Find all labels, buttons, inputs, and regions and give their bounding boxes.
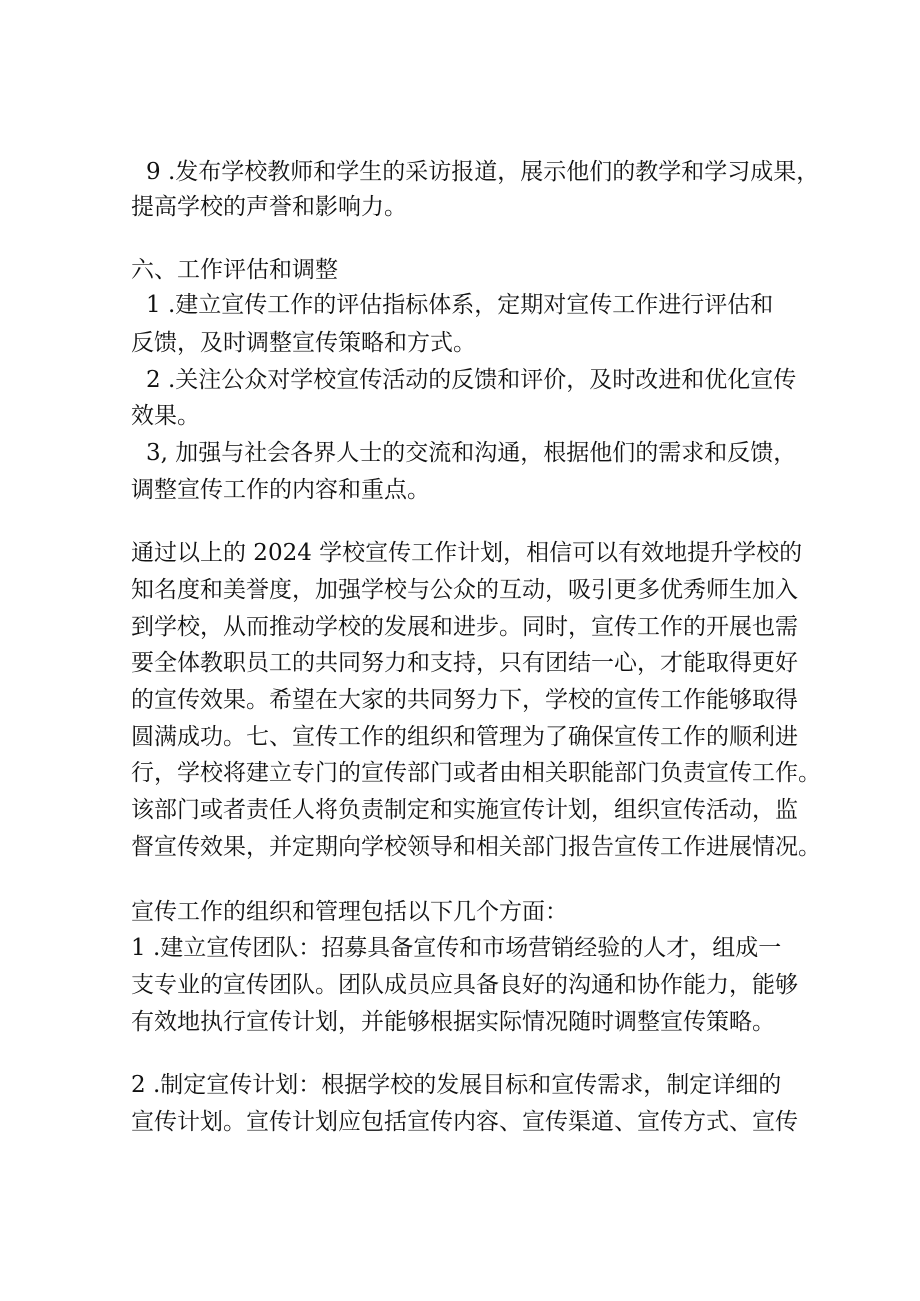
text-line: 宣传工作的组织和管理包括以下几个方面：	[131, 899, 568, 925]
text-line: 9 .发布学校教师和学生的采访报道，展示他们的教学和学习成果，	[146, 159, 820, 185]
text-line: 3, 加强与社会各界人士的交流和沟通，根据他们的需求和反馈，	[146, 440, 797, 466]
text-line: 该部门或者责任人将负责制定和实施宣传计划，组织宣传活动，监	[131, 797, 798, 823]
text-line: 要全体教职员工的共同努力和支持，只有团结一心，才能取得更好	[131, 650, 798, 676]
text-line: 1 .建立宣传工作的评估指标体系，定期对宣传工作进行评估和	[146, 292, 774, 318]
section-heading: 六、工作评估和调整	[131, 257, 338, 283]
text-line: 知名度和美誉度，加强学校与公众的互动，吸引更多优秀师生加入	[131, 577, 798, 603]
text-line: 2 .关注公众对学校宣传活动的反馈和评价，及时改进和优化宣传	[146, 367, 797, 393]
text-line: 到学校，从而推动学校的发展和进步。同时，宣传工作的开展也需	[131, 614, 798, 640]
text-line: 支专业的宣传团队。团队成员应具备良好的沟通和协作能力，能够	[131, 972, 798, 998]
text-line: 提高学校的声誉和影响力。	[131, 194, 407, 220]
text-line: 有效地执行宣传计划，并能够根据实际情况随时调整宣传策略。	[131, 1009, 775, 1035]
text-line: 1 .建立宣传团队：招募具备宣传和市场营销经验的人才，组成一	[131, 935, 782, 961]
text-line: 效果。	[131, 403, 200, 429]
text-line: 督宣传效果，并定期向学校领导和相关部门报告宣传工作进展情况。	[131, 834, 821, 860]
text-line: 2 .制定宣传计划：根据学校的发展目标和宣传需求，制定详细的	[131, 1072, 782, 1098]
text-line: 宣传计划。宣传计划应包括宣传内容、宣传渠道、宣传方式、宣传	[131, 1109, 798, 1135]
text-line: 反馈，及时调整宣传策略和方式。	[131, 330, 476, 356]
text-line: 调整宣传工作的内容和重点。	[131, 477, 430, 503]
text-line: 圆满成功。七、宣传工作的组织和管理为了确保宣传工作的顺利进	[131, 724, 798, 750]
text-line: 通过以上的 2024 学校宣传工作计划，相信可以有效地提升学校的	[131, 540, 803, 566]
text-line: 的宣传效果。希望在大家的共同努力下，学校的宣传工作能够取得	[131, 687, 798, 713]
text-line: 行，学校将建立专门的宣传部门或者由相关职能部门负责宣传工作。	[131, 760, 821, 786]
